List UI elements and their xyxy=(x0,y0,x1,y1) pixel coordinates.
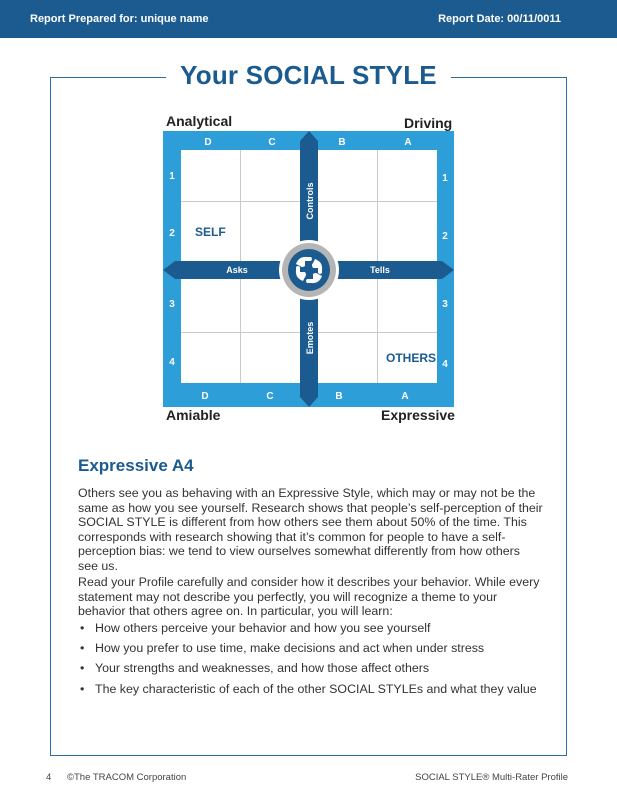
row-label-left: 3 xyxy=(169,299,175,310)
prepared-for-label: Report Prepared for: unique name xyxy=(30,13,209,25)
row-label-left: 2 xyxy=(169,228,175,239)
axis-arrows xyxy=(163,131,454,407)
self-marker: SELF xyxy=(195,225,226,239)
corner-amiable: Amiable xyxy=(166,407,221,423)
row-label-left: 4 xyxy=(169,357,175,368)
list-item: • The key characteristic of each of the other SOCIAL STYLEs and what they value xyxy=(80,681,537,696)
column-label-bottom: B xyxy=(335,391,343,402)
row-label-right: 4 xyxy=(442,359,448,370)
column-label-top: B xyxy=(338,137,346,148)
paragraph-intro: Others see you as behaving with an Expressive Style, which may or may not be the same as how you see yourself. Research shows that people’s self-perception of their SOCIAL STYLE is different from how others see them about 50% of the time. This corresponds with research showing that it’s common for people to have a self-perception bias: we tend to view ourselves somewhat differently from how others see us. xyxy=(78,486,543,573)
column-label-bottom: A xyxy=(401,391,409,402)
report-date-label: Report Date: 00/11/0011 xyxy=(438,13,561,25)
paragraph-profile: Read your Profile carefully and consider how it describes your behavior. While every statement may not describe you perfectly, you will recognize a theme to your behavior that others agree on. In particular, you will learn: xyxy=(78,575,540,619)
title-wrap xyxy=(0,60,617,91)
handshake-icon xyxy=(288,249,330,291)
corner-expressive: Expressive xyxy=(381,407,455,423)
section-heading: Expressive A4 xyxy=(78,456,194,475)
list-item-text: Your strengths and weaknesses, and how those affect others xyxy=(95,661,430,676)
column-label-top: A xyxy=(404,137,412,148)
others-marker: OTHERS xyxy=(386,351,437,365)
axis-label-asks: Asks xyxy=(226,265,248,275)
list-item: • How others perceive your behavior and how you see yourself xyxy=(80,621,431,635)
column-label-top: C xyxy=(268,137,276,148)
row-label-left: 1 xyxy=(169,171,175,182)
learning-list xyxy=(78,621,548,702)
footer-product: SOCIAL STYLE® Multi-Rater Profile xyxy=(415,772,568,783)
corner-driving: Driving xyxy=(404,115,453,131)
column-label-bottom: C xyxy=(266,391,274,402)
column-label-bottom: D xyxy=(201,391,209,402)
row-label-right: 1 xyxy=(442,173,448,184)
row-label-right: 3 xyxy=(442,299,448,310)
axis-label-emotes: Emotes xyxy=(305,321,315,355)
report-header xyxy=(0,0,617,38)
page-number: 4 xyxy=(46,772,52,783)
row-label-right: 2 xyxy=(442,231,448,242)
page-title: Your SOCIAL STYLE xyxy=(166,60,451,91)
list-item-text: The key characteristic of each of the other SOCIAL STYLEs and what they value xyxy=(95,681,537,696)
list-item-text: How you prefer to use time, make decisions and act when under stress xyxy=(95,641,485,656)
list-item: • Your strengths and weaknesses, and how those affect others xyxy=(80,661,430,676)
footer-copyright: ©The TRACOM Corporation xyxy=(67,772,187,783)
column-label-top: D xyxy=(204,137,212,148)
list-item: • How you prefer to use time, make decisions and act when under stress xyxy=(80,641,485,656)
corner-analytical: Analytical xyxy=(166,113,233,129)
axis-label-tells: Tells xyxy=(370,265,390,275)
list-item-text: How others perceive your behavior and how you see yourself xyxy=(95,621,431,635)
axis-label-controls: Controls xyxy=(305,182,315,220)
